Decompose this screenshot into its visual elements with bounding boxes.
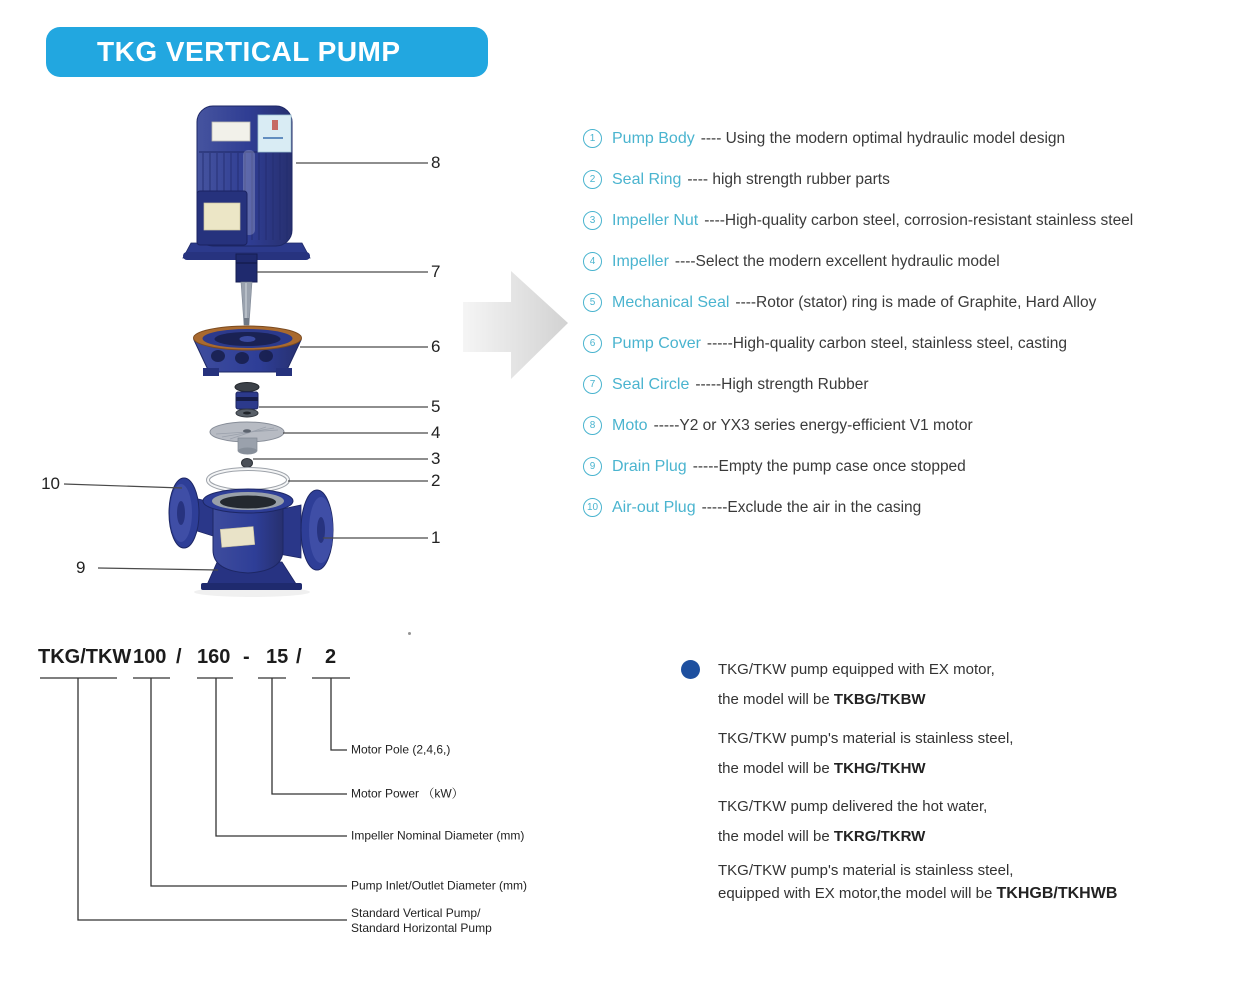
part-description: -----High strength Rubber [695,375,869,393]
part-number-badge: 4 [583,252,602,271]
parts-list-item [583,446,1233,487]
pump-body-illustration [169,478,333,597]
shaft-illustration [236,254,257,325]
parts-list-item [583,364,1233,405]
note-line [718,884,1117,903]
callout-number-10: 10 [41,474,60,493]
note-model: TKHG/TKHW [833,760,926,777]
callout-number-1: 1 [431,528,441,547]
callout-number-4: 4 [431,423,441,442]
part-number-badge: 5 [583,293,602,312]
model-code-seg4: 2 [325,646,337,668]
note-model: TKHGB/TKHWB [996,885,1118,902]
callout-lines [64,163,428,570]
part-number-badge: 7 [583,375,602,394]
part-description: ---- high strength rubber parts [687,170,890,188]
note-text: equipped with EX motor,the model will be [718,885,997,902]
note-model: TKRG/TKRW [833,828,926,845]
label-impeller-diameter: Impeller Nominal Diameter (mm) [351,828,525,843]
model-code-sep1: / [176,646,182,668]
note-text: TKG/TKW pump's material is stainless steel, [718,730,1014,747]
parts-list [583,118,1233,528]
part-description: ----High-quality carbon steel, corrosion-resistant stainless steel [704,211,1134,229]
model-code-seg2: 160 [197,646,231,668]
part-name: Mechanical Seal [612,293,730,311]
part-number-badge: 6 [583,334,602,353]
part-name: Drain Plug [612,457,687,475]
part-description: ---- Using the modern optimal hydraulic model design [700,129,1066,147]
parts-list-item [583,323,1233,364]
arrow-right-icon [463,271,568,379]
part-name: Pump Body [612,129,695,147]
note-text: TKG/TKW pump equipped with EX motor, [718,661,995,678]
part-description: -----Y2 or YX3 series energy-efficient V1 motor [653,416,973,434]
note-line [718,861,1013,880]
part-description: -----Empty the pump case once stopped [692,457,966,475]
note-text: the model will be [718,760,834,777]
part-name: Impeller Nut [612,211,699,229]
note-text: the model will be [718,691,834,708]
parts-list-item [583,282,1233,323]
mechanical-seal-illustration [235,383,259,418]
part-number-badge: 8 [583,416,602,435]
parts-list-item [583,241,1233,282]
seal-ring-illustration [208,469,288,491]
label-standard-pump-line2: Standard Horizontal Pump [351,921,492,935]
note-text: TKG/TKW pump's material is stainless steel, [718,862,1014,879]
callout-number-3: 3 [431,449,441,468]
part-number-badge: 2 [583,170,602,189]
label-motor-power: Motor Power （kW） [351,786,464,801]
note-line [718,797,987,816]
model-code-seg1: 100 [133,646,167,668]
callout-number-7: 7 [431,262,441,281]
label-motor-pole: Motor Pole (2,4,6,) [351,742,451,757]
note-text: the model will be [718,828,834,845]
part-number-badge: 3 [583,211,602,230]
parts-list-item [583,487,1233,528]
part-number-badge: 9 [583,457,602,476]
parts-list-item [583,200,1233,241]
callout-number-6: 6 [431,337,441,356]
part-number-badge: 1 [583,129,602,148]
impeller-illustration [210,422,284,455]
pump-cover-illustration [194,326,302,376]
parts-list-item [583,118,1233,159]
note-line [718,827,925,846]
model-code-sep3: / [296,646,302,668]
model-code-seg3: 15 [266,646,289,668]
part-name: Seal Ring [612,170,682,188]
note-text: TKG/TKW pump delivered the hot water, [718,798,988,815]
label-standard-pump-line1: Standard Vertical Pump/ [351,906,481,920]
scan-noise-dot [408,632,411,635]
parts-list-item [583,405,1233,446]
part-description: -----Exclude the air in the casing [701,498,922,516]
callout-number-8: 8 [431,153,441,172]
part-name: Impeller [612,252,669,270]
model-code-sep2: - [243,646,250,668]
note-line [718,660,995,679]
parts-list-item [583,159,1233,200]
model-code-prefix: TKG/TKW [38,646,132,668]
callout-number-9: 9 [76,558,86,577]
note-model: TKBG/TKBW [833,691,926,708]
part-name: Moto [612,416,648,434]
callout-number-5: 5 [431,397,441,416]
part-name: Seal Circle [612,375,690,393]
part-description: ----Select the modern excellent hydraulic model [674,252,1000,270]
part-description: -----High-quality carbon steel, stainless steel, casting [706,334,1068,352]
part-description: ----Rotor (stator) ring is made of Graphite, Hard Alloy [735,293,1097,311]
label-inlet-outlet: Pump Inlet/Outlet Diameter (mm) [351,878,528,893]
note-line [718,729,1013,748]
label-standard-pump [351,906,492,936]
part-name: Air-out Plug [612,498,696,516]
note-line [718,690,926,709]
page-title: TKG VERTICAL PUMP [97,36,401,67]
callout-number-2: 2 [431,471,441,490]
part-number-badge: 10 [583,498,602,517]
note-bullet-icon [681,660,700,679]
part-name: Pump Cover [612,334,701,352]
note-line [718,759,926,778]
impeller-nut-illustration [242,459,253,468]
motor-illustration [183,106,310,260]
model-code-tree-lines [40,678,350,920]
